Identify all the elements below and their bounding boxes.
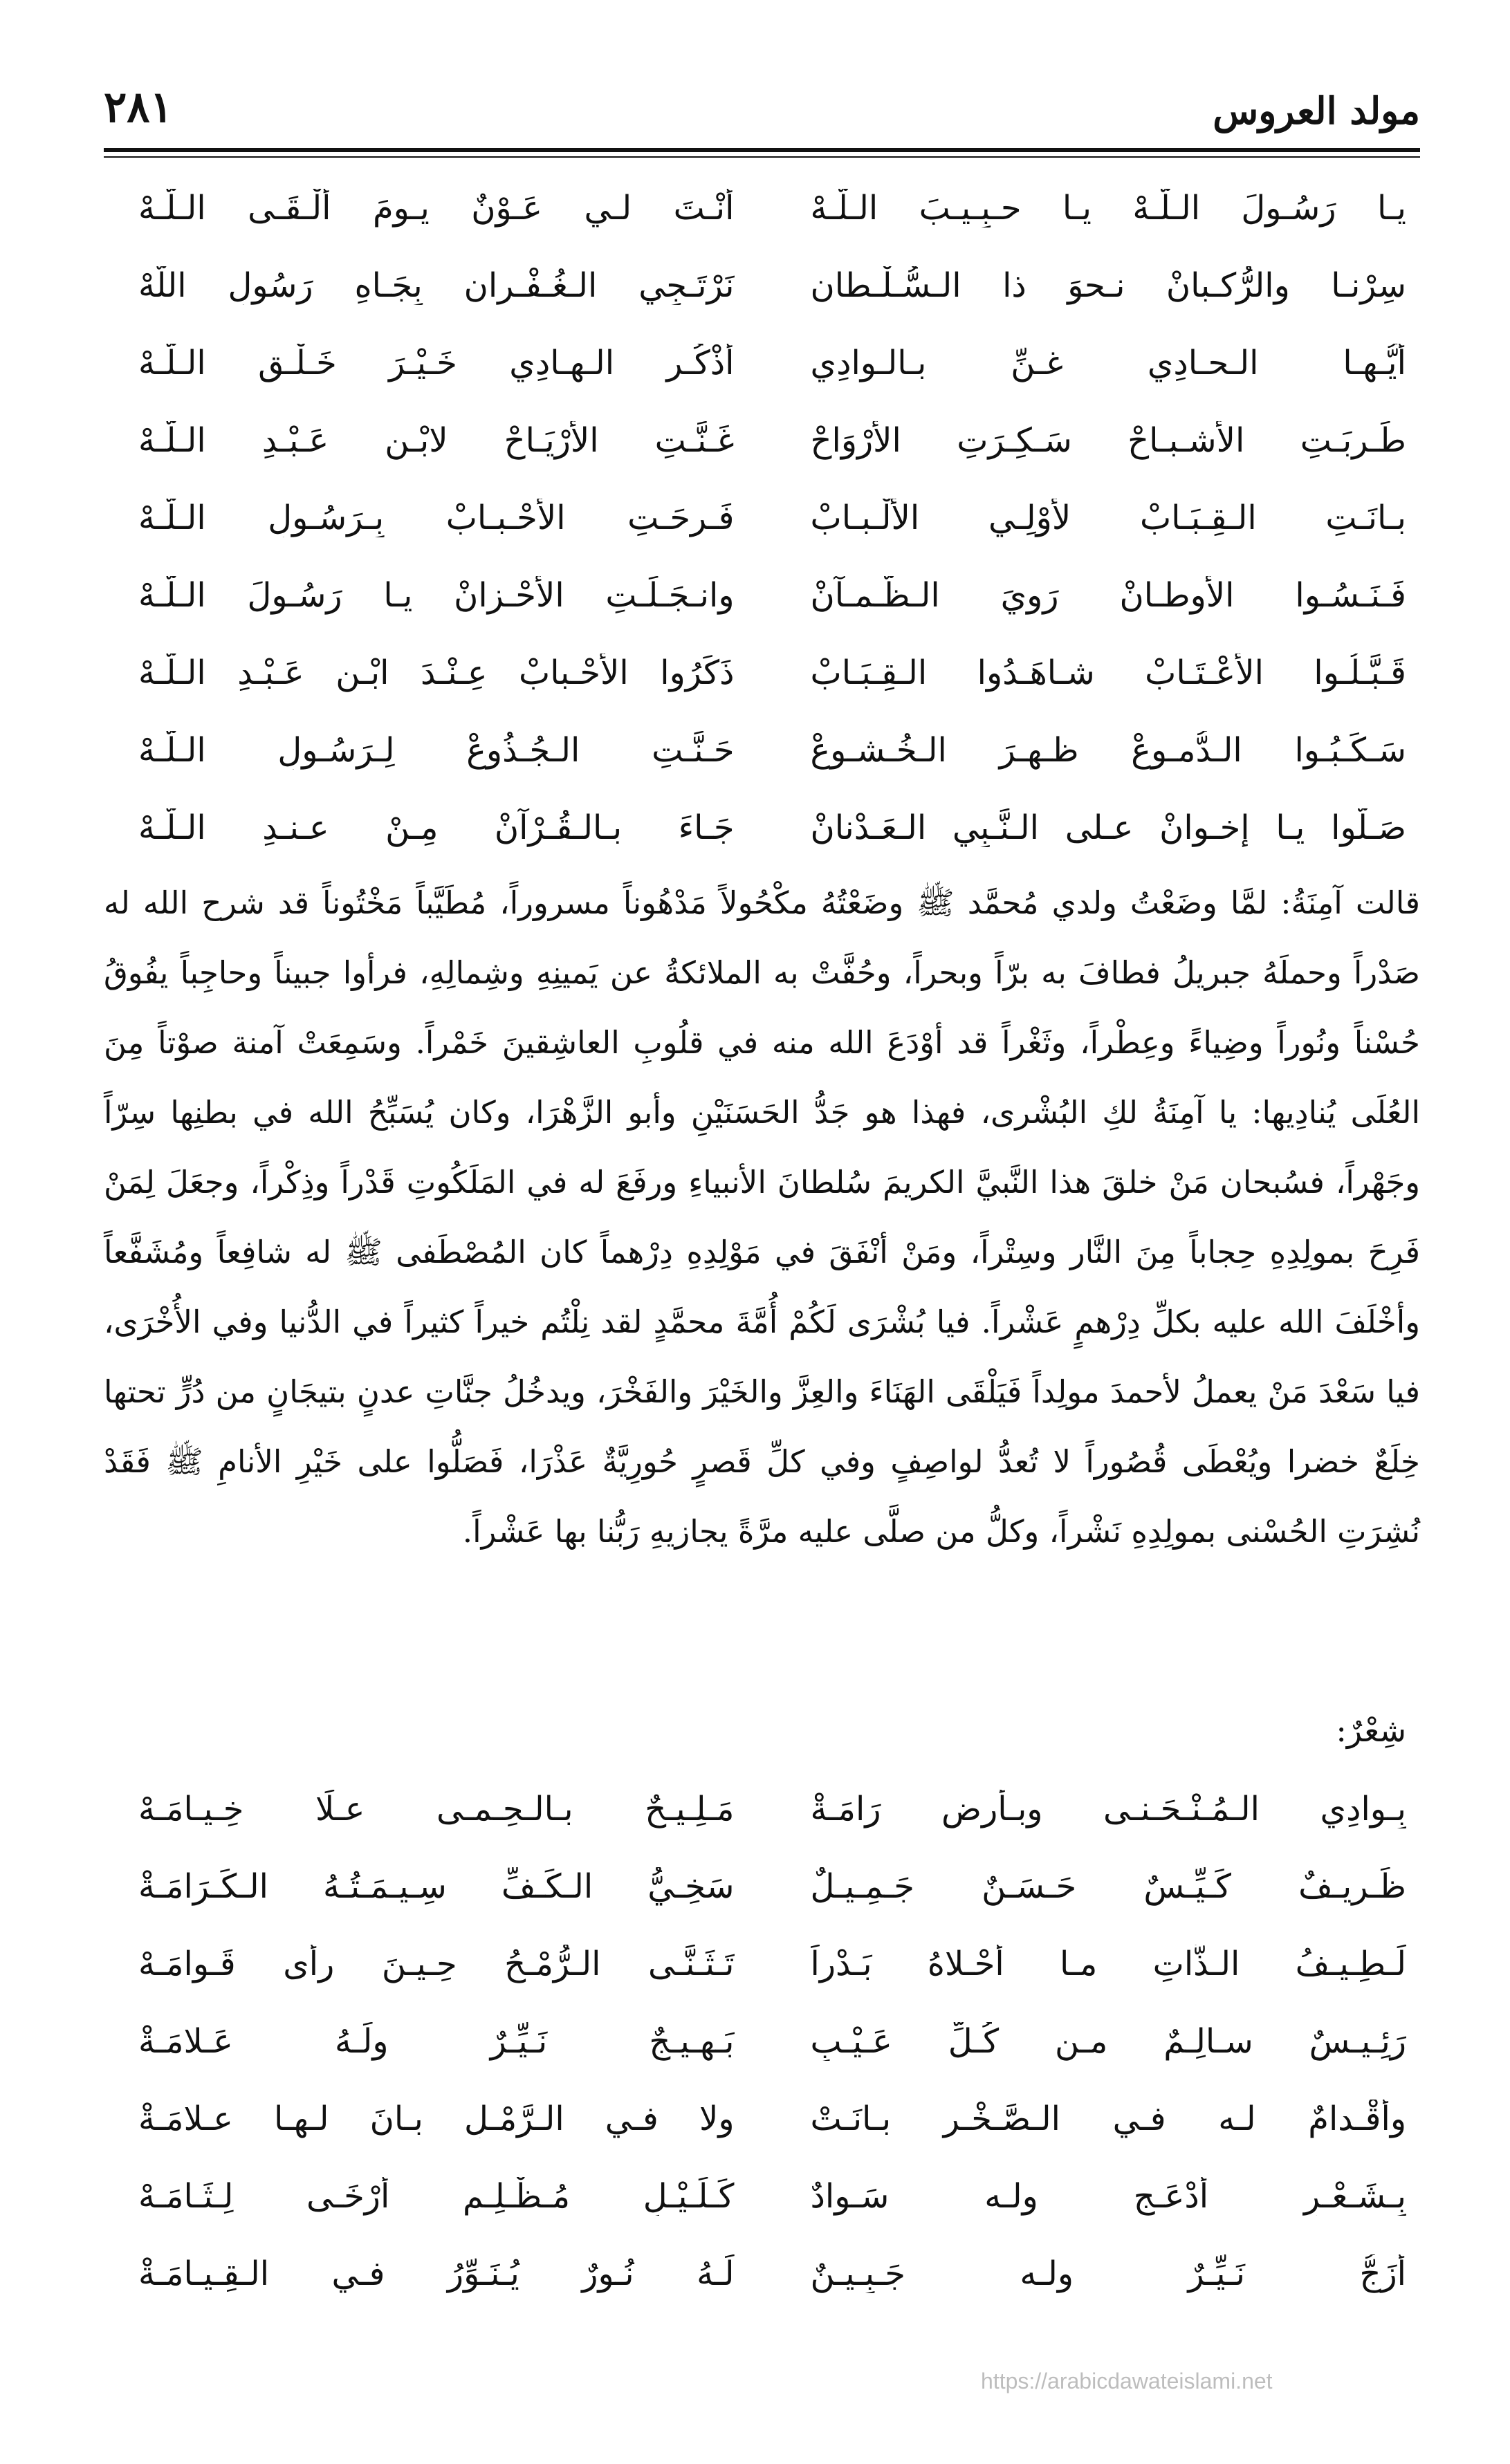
verse-first-hemistich: وأقْـدامٌ لـه فـي الـصَّـخْـرِ بـانَـتْ	[810, 2100, 1406, 2138]
verse-second-hemistich: فَـرِحَـتِ الأحْـبـابْ بِـرَسُـولِ الـلّـهْ	[138, 499, 735, 537]
verse-first-hemistich: لَـطِـيـفُ الـذَّاتِ مـا أحْـلاهُ بَـدْراً	[810, 1945, 1406, 1983]
verse-first-hemistich: سَـكَـبُـوا الـدُّمـوعْ ظـهـرَ الـخُـشـوعْ	[810, 731, 1406, 770]
verse-first-hemistich: بِـوادِي الـمُـنْـحَـنـى وبـأرضِ رَامَـةْ	[810, 1790, 1406, 1828]
page-header	[104, 76, 1420, 152]
verse-line	[138, 2158, 1406, 2235]
verse-first-hemistich: سِرْنـا والرُّكـبانْ نـحوَ ذا الـسُّـلْـطان	[810, 266, 1406, 305]
poem-top	[138, 169, 1406, 867]
verse-first-hemistich: بِـشَـعْـرٍ أدْعَـجٍ ولـه سَـوادٌ	[810, 2177, 1406, 2216]
verse-line	[138, 2080, 1406, 2158]
verse-line	[138, 2235, 1406, 2313]
verse-second-hemistich: أنْـتَ لـي عَـوْنٌ يـومَ ألْـقَـى الـلّـهْ	[138, 189, 735, 228]
verse-line	[138, 169, 1406, 247]
verse-line	[138, 2003, 1406, 2080]
verse-second-hemistich: نَرْتَـجِي الـغُـفْـران بِجَـاهِ رَسُولِ اللّهْ	[138, 266, 735, 305]
verse-second-hemistich: ولا فـي الـرَّمْـلِ بـانَ لـهـا عـلامَـةْ	[138, 2100, 735, 2138]
verse-second-hemistich: كَـلَـيْـلٍ مُـظْـلِـمٍ أرْخَـى لِـثَـامَـهْ	[138, 2177, 735, 2216]
verse-second-hemistich: غَـنَّـتِ الأرْيَـاحْ لابْـنِ عَـبْـدِ الـلّـهْ	[138, 421, 735, 460]
verse-first-hemistich: رَئِـيـسٌ سـالِـمٌ مـن كُـلِّ عَـيْـبٍ	[810, 2022, 1406, 2061]
verse-first-hemistich: ظَـرِيـفٌ كَـيِّـسٌ حَـسَـنٌ جَـمِـيـلٌ	[810, 1867, 1406, 1906]
verse-first-hemistich: بـانَـتِ الـقِـبَـابْ لأُوْلِـي الألْـبـابْ	[810, 499, 1406, 537]
verse-second-hemistich: حَـنَّـتِ الـجُـذُوعْ لِـرَسُـولِ الـلّـهْ	[138, 731, 735, 770]
verse-second-hemistich: أذْكُـرِ الـهـادِي خَـيْـرَ خَـلْـقِ الـلّـهْ	[138, 344, 735, 382]
verse-first-hemistich: طَـرِبَـتِ الأشـبـاحْ سَـكِـرَتِ الأرْوَاحْ	[810, 421, 1406, 460]
verse-line	[138, 1770, 1406, 1848]
verse-first-hemistich: قَـبَّـلُـوا الأعْـتَـابْ شـاهَـدُوا الـقِـبَـابْ	[810, 654, 1406, 692]
verse-line	[138, 634, 1406, 712]
poetry-label: شِعْرٌ:	[1336, 1712, 1406, 1749]
poem-bottom	[138, 1770, 1406, 2313]
verse-second-hemistich: جَـاءَ بـالـقُـرْآنْ مِـنْ عـنـدِ الـلّـهْ	[138, 808, 735, 847]
verse-line	[138, 557, 1406, 634]
verse-first-hemistich: صَـلُّوا يـا إخـوانْ عـلى الـنَّـبِي الـعَـدْنانْ	[810, 808, 1406, 847]
header-rule	[104, 148, 1420, 152]
verse-second-hemistich: بَـهِـيـجٌ نَـيِّـرٌ ولَـهُ عَـلامَـةْ	[138, 2022, 735, 2061]
verse-line	[138, 712, 1406, 789]
verse-second-hemistich: سَخِـيُّ الـكَـفِّ سِـيـمَـتُـهُ الـكَـرَامَـةْ	[138, 1867, 735, 1906]
prose-paragraph: قالت آمِنَةُ: لمَّا وضَعْتُ ولدي مُحمَّد ﷺ وضَعْتُهُ مكْحُولاً مَدْهُوناً مسروراً، مُطَيَّباً مَخْتُوناً قد شرح الله له صَدْراً وحملَهُ جبريلُ فطافَ به برّاً وبحراً، وحُفَّتْ به الملائكةُ عن يَمينِهِ وشِمالِهِ، فرأوا جبيناً وحاجِباً يفُوقُ حُسْناً ونُوراً وضِياءً وعِطْراً، وثَغْراً قد أوْدَعَ الله منه في قلُوبِ العاشِقينَ خَمْراً. وسَمِعَتْ آمنة صوْتاً مِنَ العُلَى يُنادِيها: يا آمِنَةُ لكِ البُشْرى، فهذا هو جَدُّ الحَسَنَيْنِ وأبو الزَّهْرَا، وكان يُسَبِّحُ الله في بطنِها سِرّاً وجَهْراً، فسُبحان مَنْ خلقَ هذا النَّبيَّ الكريمَ سُلطانَ الأنبياءِ ورفَعَ له في المَلَكُوتِ قَدْراً وذِكْراً، وجعَلَ لِمَنْ فَرِحَ بمولِدِهِ حِجاباً مِنَ النَّار وسِتْراً، ومَنْ أنْفَقَ في مَوْلِدِهِ دِرْهماً كان المُصْطَفى ﷺ له شافِعاً ومُشَفَّعاً وأخْلَفَ الله عليه بكلِّ دِرْهمٍ عَشْراً. فيا بُشْرَى لَكُمْ أُمَّةَ محمَّدٍ لقد نِلْتُم خيراً كثيراً في الدُّنيا وفي الأُخْرَى، فيا سَعْدَ مَنْ يعملُ لأحمدَ مولِداً فَيَلْقَى الهَنَاءَ والعِزَّ والخَيْرَ والفَخْرَ، ويدخُلُ جنَّاتِ عدنٍ بتيجَانٍ من دُرٍّ تحتها خِلَعٌ خضرا ويُعْطَى قُصُوراً لا تُعدُّ لواصِفٍ وفي كلِّ قَصرٍ حُورِيَّةٌ عَذْرَا، فَصَلُّوا على خَيْرِ الأنامِ ﷺ فَقَدْ نُشِرَتِ الحُسْنى بمولِدِهِ نَشْراً، وكلُّ من صلَّى عليه مرَّةً يجازيهِ رَبُّنا بها عَشْراً.	[104, 884, 1420, 1550]
watermark: https://arabicdawateislami.net	[981, 2369, 1273, 2393]
page-number: ٢٨١	[104, 82, 173, 132]
verse-second-hemistich: ذَكَرُوا الأحْـبابْ عِـنْـدَ ابْـنِ عَـبْـدِ الـلّـهْ	[138, 654, 735, 692]
verse-second-hemistich: لَـهُ نُـورٌ يُـنَـوِّرُ فـي الـقِـيـامَـةْ	[138, 2254, 735, 2293]
running-title: مولد العروس	[1213, 89, 1420, 133]
verse-line	[138, 1925, 1406, 2003]
verse-line	[138, 479, 1406, 557]
verse-second-hemistich: مَـلِـيـحٌ بـالـحِـمـى عـلَا خِـيـامَـهْ	[138, 1790, 735, 1828]
verse-first-hemistich: يـا رَسُـولَ الـلّـهْ يـا حـبِـيـبَ الـلّـهْ	[810, 189, 1406, 228]
verse-line	[138, 247, 1406, 324]
verse-line	[138, 324, 1406, 402]
verse-second-hemistich: وانـجَـلَـتِ الأحْـزانْ يـا رَسُـولَ الـلّـهْ	[138, 576, 735, 615]
verse-line	[138, 1848, 1406, 1925]
verse-line	[138, 789, 1406, 867]
verse-line	[138, 402, 1406, 479]
verse-first-hemistich: أيُّـهـا الـحـادِي غـنِّ بـالـوادِي	[810, 344, 1406, 382]
verse-first-hemistich: أزَجُّ نَـيِّـرٌ ولـه جَـبِـيـنٌ	[810, 2254, 1406, 2293]
verse-first-hemistich: فَـنَـسُـوا الأوطـانْ رَوِيَ الـظَّـمـآنْ	[810, 576, 1406, 615]
verse-second-hemistich: تَـثَـنَّـى الـرُّمْـحُ حِـيـنَ رأى قَـوامَـهْ	[138, 1945, 735, 1983]
